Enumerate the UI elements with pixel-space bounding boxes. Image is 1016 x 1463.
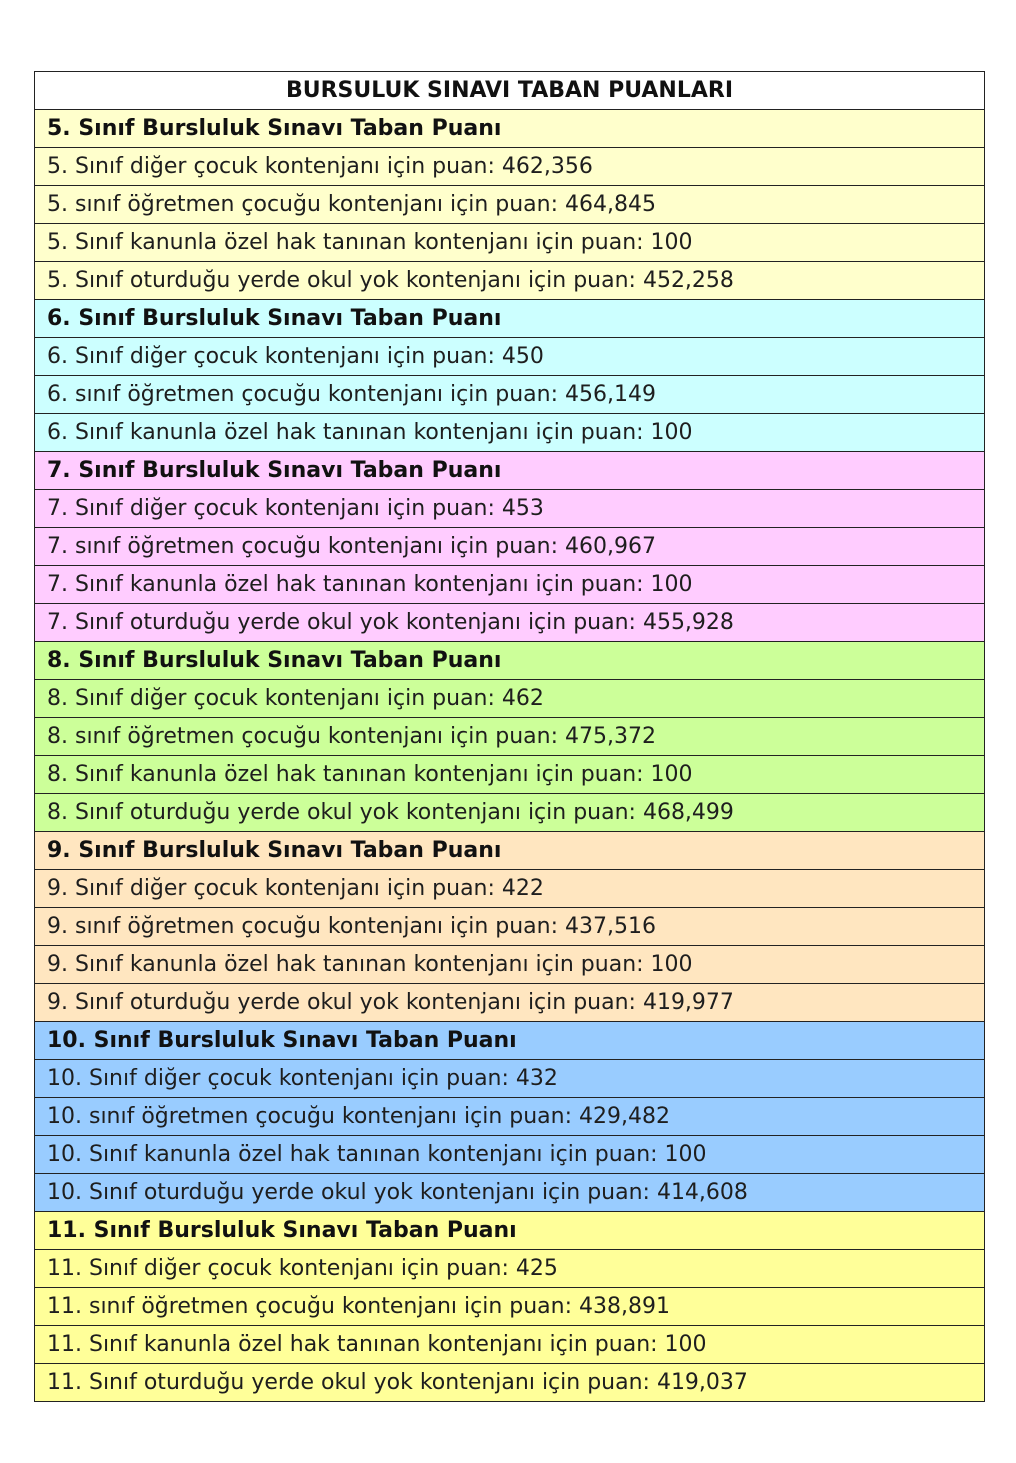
score-cell: 5. sınıf öğretmen çocuğu kontenjanı için puan: 464,845: [35, 186, 985, 224]
group-heading: 11. Sınıf Bursluluk Sınavı Taban Puanı: [35, 1212, 985, 1250]
group-heading-row: [35, 1022, 985, 1060]
group-heading: 9. Sınıf Bursluluk Sınavı Taban Puanı: [35, 832, 985, 870]
score-cell: 6. sınıf öğretmen çocuğu kontenjanı için puan: 456,149: [35, 376, 985, 414]
group-heading: 5. Sınıf Bursluluk Sınavı Taban Puanı: [35, 110, 985, 148]
table-row: [35, 490, 985, 528]
table-row: [35, 1136, 985, 1174]
group-heading-row: [35, 300, 985, 338]
table-row: [35, 224, 985, 262]
group-heading-row: [35, 832, 985, 870]
table-row: [35, 186, 985, 224]
score-cell: 10. Sınıf kanunla özel hak tanınan kontenjanı için puan: 100: [35, 1136, 985, 1174]
table-row: [35, 1174, 985, 1212]
score-cell: 7. Sınıf oturduğu yerde okul yok kontenjanı için puan: 455,928: [35, 604, 985, 642]
score-cell: 10. Sınıf oturduğu yerde okul yok kontenjanı için puan: 414,608: [35, 1174, 985, 1212]
score-cell: 5. Sınıf kanunla özel hak tanınan kontenjanı için puan: 100: [35, 224, 985, 262]
score-cell: 9. Sınıf oturduğu yerde okul yok kontenjanı için puan: 419,977: [35, 984, 985, 1022]
table-row: [35, 984, 985, 1022]
score-cell: 5. Sınıf oturduğu yerde okul yok kontenjanı için puan: 452,258: [35, 262, 985, 300]
group-heading-row: [35, 1212, 985, 1250]
table-row: [35, 528, 985, 566]
group-heading: 7. Sınıf Bursluluk Sınavı Taban Puanı: [35, 452, 985, 490]
group-heading: 10. Sınıf Bursluluk Sınavı Taban Puanı: [35, 1022, 985, 1060]
group-heading: 8. Sınıf Bursluluk Sınavı Taban Puanı: [35, 642, 985, 680]
table-row: [35, 376, 985, 414]
table-row: [35, 794, 985, 832]
score-cell: 6. Sınıf kanunla özel hak tanınan kontenjanı için puan: 100: [35, 414, 985, 452]
table-row: [35, 566, 985, 604]
score-cell: 11. Sınıf kanunla özel hak tanınan kontenjanı için puan: 100: [35, 1326, 985, 1364]
scores-table-body: [35, 72, 985, 1402]
group-heading: 6. Sınıf Bursluluk Sınavı Taban Puanı: [35, 300, 985, 338]
title-row: [35, 72, 985, 110]
group-heading-row: [35, 452, 985, 490]
score-cell: 7. Sınıf kanunla özel hak tanınan kontenjanı için puan: 100: [35, 566, 985, 604]
score-cell: 11. Sınıf oturduğu yerde okul yok kontenjanı için puan: 419,037: [35, 1364, 985, 1402]
score-cell: 6. Sınıf diğer çocuk kontenjanı için puan: 450: [35, 338, 985, 376]
score-cell: 9. Sınıf diğer çocuk kontenjanı için puan: 422: [35, 870, 985, 908]
table-row: [35, 718, 985, 756]
table-row: [35, 1060, 985, 1098]
table-row: [35, 1098, 985, 1136]
table-row: [35, 946, 985, 984]
score-cell: 11. sınıf öğretmen çocuğu kontenjanı için puan: 438,891: [35, 1288, 985, 1326]
table-title: BURSULUK SINAVI TABAN PUANLARI: [35, 72, 985, 110]
table-row: [35, 414, 985, 452]
table-row: [35, 148, 985, 186]
group-heading-row: [35, 110, 985, 148]
table-row: [35, 870, 985, 908]
score-cell: 8. Sınıf diğer çocuk kontenjanı için puan: 462: [35, 680, 985, 718]
table-row: [35, 338, 985, 376]
scores-table: [34, 71, 985, 1402]
score-cell: 11. Sınıf diğer çocuk kontenjanı için puan: 425: [35, 1250, 985, 1288]
table-row: [35, 1250, 985, 1288]
table-row: [35, 756, 985, 794]
score-cell: 10. sınıf öğretmen çocuğu kontenjanı için puan: 429,482: [35, 1098, 985, 1136]
score-cell: 7. sınıf öğretmen çocuğu kontenjanı için puan: 460,967: [35, 528, 985, 566]
score-cell: 8. Sınıf oturduğu yerde okul yok kontenjanı için puan: 468,499: [35, 794, 985, 832]
score-cell: 8. sınıf öğretmen çocuğu kontenjanı için puan: 475,372: [35, 718, 985, 756]
score-cell: 7. Sınıf diğer çocuk kontenjanı için puan: 453: [35, 490, 985, 528]
table-row: [35, 908, 985, 946]
score-cell: 10. Sınıf diğer çocuk kontenjanı için puan: 432: [35, 1060, 985, 1098]
table-row: [35, 1364, 985, 1402]
table-row: [35, 1326, 985, 1364]
score-cell: 9. Sınıf kanunla özel hak tanınan kontenjanı için puan: 100: [35, 946, 985, 984]
table-row: [35, 262, 985, 300]
score-cell: 8. Sınıf kanunla özel hak tanınan kontenjanı için puan: 100: [35, 756, 985, 794]
table-row: [35, 1288, 985, 1326]
group-heading-row: [35, 642, 985, 680]
score-cell: 9. sınıf öğretmen çocuğu kontenjanı için puan: 437,516: [35, 908, 985, 946]
score-cell: 5. Sınıf diğer çocuk kontenjanı için puan: 462,356: [35, 148, 985, 186]
table-row: [35, 604, 985, 642]
table-row: [35, 680, 985, 718]
